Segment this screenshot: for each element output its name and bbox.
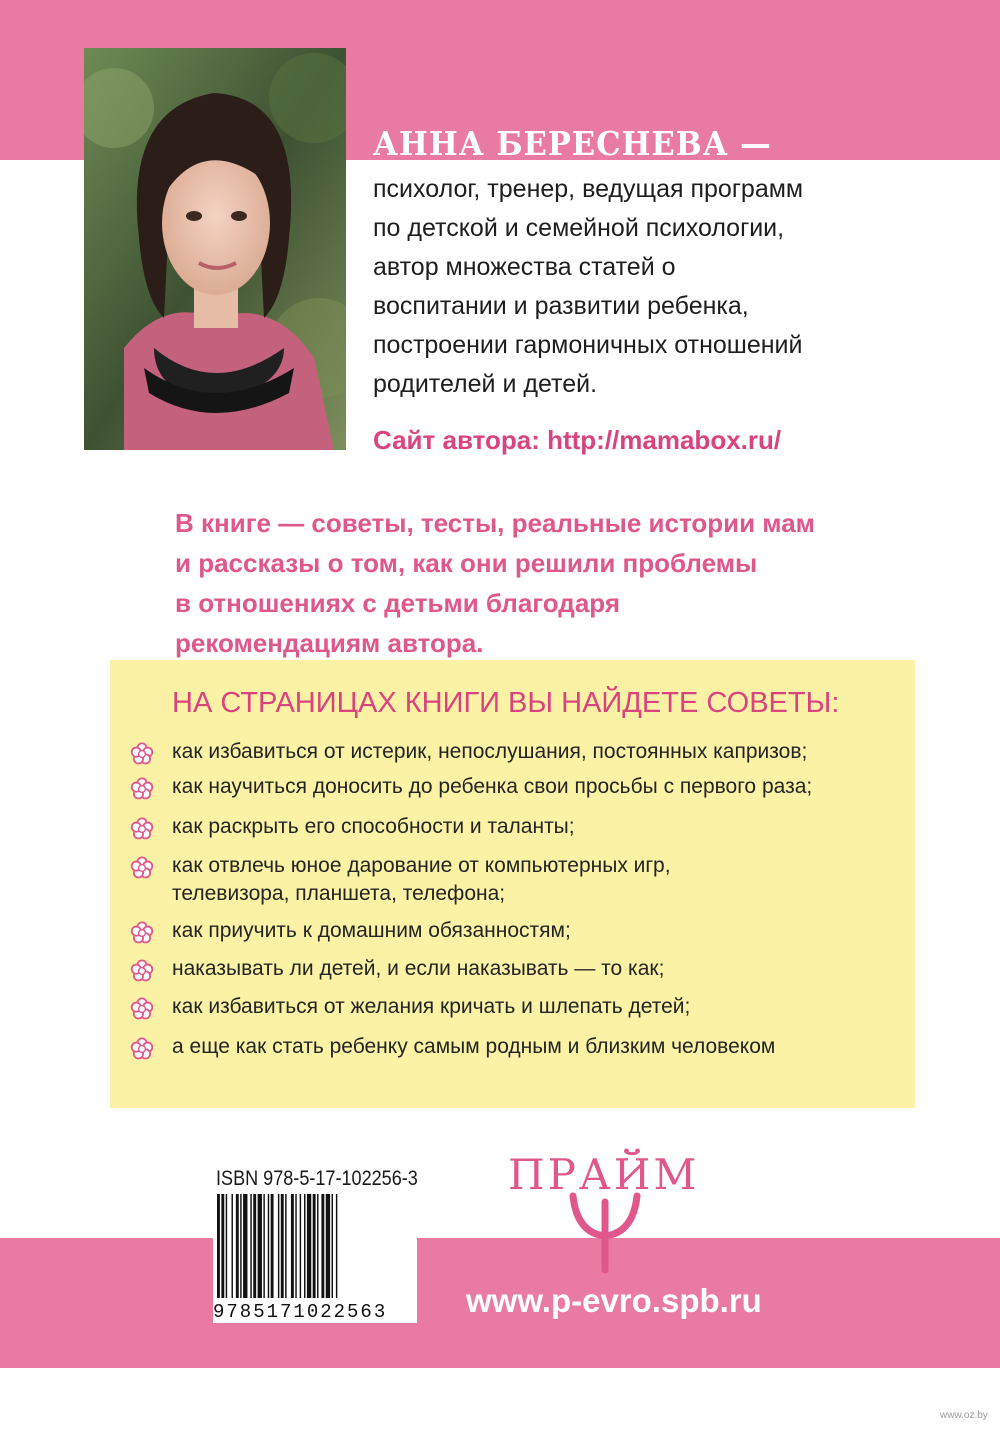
bio-line: автор множества статей о [373, 253, 676, 281]
advice-text: как научиться доносить до ребенка свои просьбы с первого раза; [172, 775, 813, 798]
intro-line: В книге — советы, тесты, реальные истории мам [175, 508, 815, 538]
bio-line: воспитании и развитии ребенка, [373, 292, 749, 320]
advice-text: как избавиться от желания кричать и шлепать детей; [172, 995, 691, 1018]
intro-line: в отношениях с детьми благодаря [175, 588, 620, 618]
advice-text: как избавиться от истерик, непослушания, постоянных капризов; [172, 740, 808, 763]
flower-bullet-icon [130, 959, 154, 983]
author-name: АННА БЕРЕСНЕВА — [373, 124, 772, 163]
flower-bullet-icon [130, 856, 154, 880]
bio-line: по детской и семейной психологии, [373, 214, 785, 242]
advice-item [130, 993, 690, 1021]
advice-item [130, 813, 575, 841]
advice-item [130, 773, 812, 801]
psi-symbol-icon [565, 1188, 645, 1278]
flower-bullet-icon [130, 921, 154, 945]
advice-text: наказывать ли детей, и если наказывать — то как; [172, 957, 665, 980]
author-site: Сайт автора: http://mamabox.ru/ [373, 425, 782, 455]
flower-bullet-icon [130, 777, 154, 801]
advice-text: телевизора, планшета, телефона; [172, 882, 506, 905]
advice-text: а еще как стать ребенку самым родным и близким человеком [172, 1035, 776, 1058]
advice-title: НА СТРАНИЦАХ КНИГИ ВЫ НАЙДЕТЕ СОВЕТЫ: [172, 687, 840, 719]
intro-line: рекомендациям автора. [175, 628, 484, 658]
advice-item [130, 738, 807, 766]
advice-item [130, 917, 571, 945]
author-bio [373, 170, 913, 404]
author-photo [84, 48, 346, 450]
advice-item [130, 1033, 775, 1061]
intro-line: и рассказы о том, как они решили проблемы [175, 548, 758, 578]
flower-bullet-icon [130, 817, 154, 841]
advice-item [130, 852, 671, 908]
flower-bullet-icon [130, 1037, 154, 1061]
advice-text: как приучить к домашним обязанностям; [172, 919, 571, 942]
flower-bullet-icon [130, 742, 154, 766]
advice-text: как отвлечь юное дарование от компьютерных игр, [172, 854, 671, 877]
flower-bullet-icon [130, 997, 154, 1021]
advice-text: как раскрыть его способности и таланты; [172, 815, 575, 838]
bio-line: построении гармоничных отношений [373, 331, 803, 359]
isbn-label: ISBN 978-5-17-102256-3 [216, 1167, 418, 1190]
bio-line: родителей и детей. [373, 370, 598, 398]
publisher-website[interactable]: www.p-evro.spb.ru [466, 1282, 762, 1319]
advice-item [130, 955, 664, 983]
watermark: www.oz.by [940, 1410, 988, 1421]
book-intro [175, 503, 875, 663]
bio-line: психолог, тренер, ведущая программ [373, 175, 804, 203]
barcode-digits: 9785171022563 [213, 1301, 417, 1323]
publisher-name: ПРАЙМ [508, 1150, 700, 1199]
